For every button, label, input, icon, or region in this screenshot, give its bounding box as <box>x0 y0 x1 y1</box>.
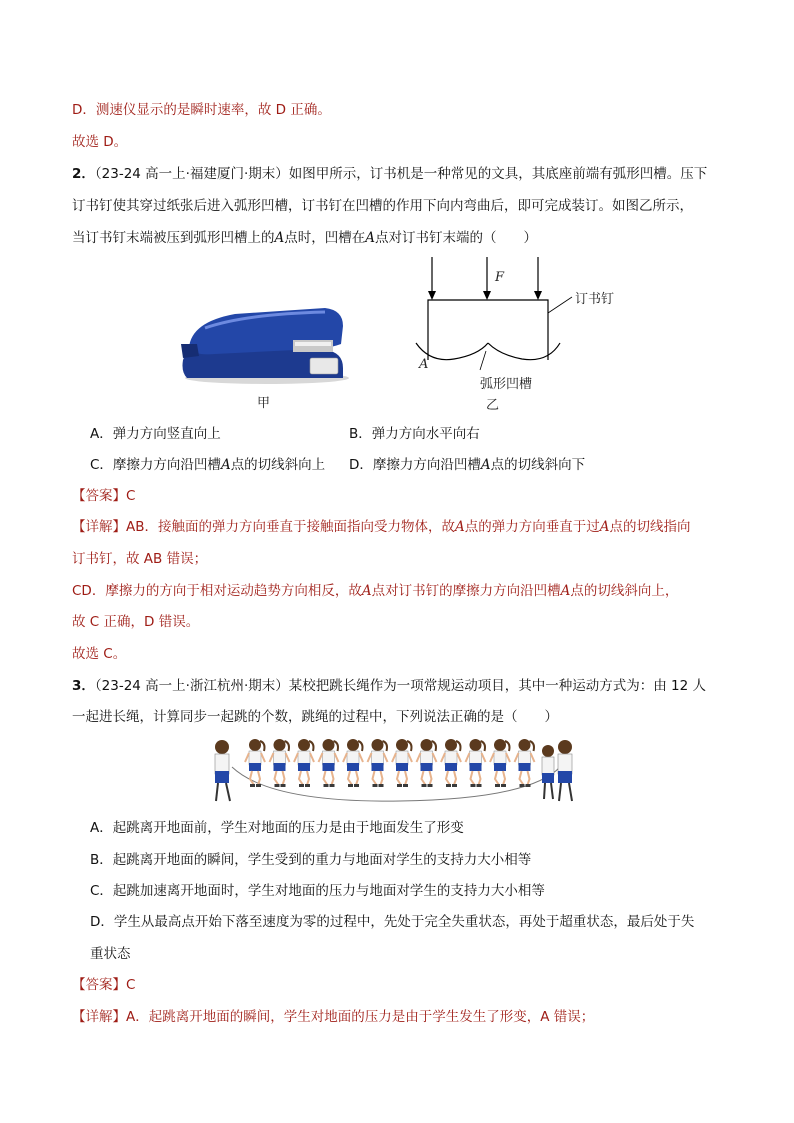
jumping-student <box>515 739 535 787</box>
q3-stem-line-1 <box>72 676 706 696</box>
q2-stem-text-3c: 点时，凹槽在 <box>284 230 366 246</box>
q2-detail-line-1 <box>72 517 691 537</box>
q2-stem-text-3a: 当订书钉末端被压到弧形凹槽上的 <box>72 230 275 246</box>
q2-stem-line-3 <box>72 228 537 248</box>
force-label-f: F <box>495 270 505 285</box>
q3-stem-line-2: 一起进长绳，计算同步一起跳的个数，跳绳的过程中，下列说法正确的是（ ） <box>72 709 558 725</box>
jumping-student <box>343 739 363 787</box>
q2-option-d-text-a: D．摩擦力方向沿凹槽 <box>349 457 481 473</box>
jumping-student <box>245 739 265 787</box>
q2-point-a: A <box>480 457 491 473</box>
q2-answer-line <box>72 486 135 506</box>
q2-option-c-text-a: C．摩擦力方向沿凹槽 <box>90 457 221 473</box>
point-a-label: A <box>419 357 429 372</box>
q3-option-d-line-2: 重状态 <box>90 946 131 962</box>
q2-point-a: A <box>560 583 571 599</box>
q2-stem-text-3e: 点对订书钉末端的（ ） <box>375 230 537 246</box>
jumping-student <box>392 739 412 787</box>
q3-answer-line <box>72 975 135 995</box>
q2-point-a: A <box>274 230 285 246</box>
detail-tag: 【详解】 <box>72 1009 126 1025</box>
q2-stem-line-2: 订书钉使其穿过纸张后进入弧形凹槽，订书钉在凹槽的作用下向内弯曲后，即可完成装订。如图乙所示， <box>72 198 693 214</box>
jumping-student <box>319 739 339 787</box>
q3-option-d-line-1: D．学生从最高点开始下落至速度为零的过程中，先处于完全失重状态，再处于超重状态，最后处于失 <box>90 914 695 930</box>
figure-yi-caption: 乙 <box>486 398 500 413</box>
q2-point-a: A <box>455 519 465 535</box>
q2-point-a: A <box>361 583 372 599</box>
jumping-student <box>417 739 437 787</box>
prev-answer-d-line: D．测速仪显示的是瞬时速率，故 D 正确。 <box>72 102 331 118</box>
q2-stem-text-1: （23-24 高一上·福建厦门·期末）如图甲所示，订书机是一种常见的文具，其底座前端有弧形凹槽。压下 <box>94 166 708 182</box>
q2-detail-text-1c: 点的弹力方向垂直于过 <box>464 519 600 535</box>
prev-choose-line: 故选 D。 <box>72 134 128 150</box>
q2-option-c-text-c: 点的切线斜向上 <box>230 457 326 473</box>
q2-point-a: A <box>220 457 231 473</box>
answer-tag: 【答案】 <box>72 977 126 993</box>
q2-option-b: B．弹力方向水平向右 <box>349 426 480 442</box>
jumping-student <box>441 739 461 787</box>
q2-detail-text-3a: CD．摩擦力的方向于相对运动趋势方向相反，故 <box>72 583 362 599</box>
q3-detail-line-1 <box>72 1007 594 1027</box>
jump-rope-illustration <box>210 735 585 807</box>
q2-option-c <box>90 455 325 475</box>
jumping-student <box>466 739 486 787</box>
figure-jia-caption: 甲 <box>257 396 271 411</box>
q3-answer-value: C <box>126 977 136 993</box>
jumping-student <box>368 739 388 787</box>
q2-option-d <box>349 455 585 475</box>
q2-detail-text-1e: 点的切线指向 <box>609 519 691 535</box>
q2-answer-value: C <box>126 488 136 504</box>
q3-option-c: C．起跳加速离开地面时，学生对地面的压力与地面对学生的支持力大小相等 <box>90 883 545 899</box>
q3-option-b: B．起跳离开地面的瞬间，学生受到的重力与地面对学生的支持力大小相等 <box>90 852 532 868</box>
staple-label: 订书钉 <box>575 292 615 307</box>
q3-stem-text-1: （23-24 高一上·浙江杭州·期末）某校把跳长绳作为一项常规运动项目，其中一种运动方式为：由 12 人 <box>94 678 707 694</box>
q2-number: 2． <box>72 166 95 182</box>
groove-label: 弧形凹槽 <box>480 377 533 392</box>
q2-stem-line-1 <box>72 164 707 184</box>
q2-detail-text-1a: AB．接触面的弹力方向垂直于接触面指向受力物体，故 <box>126 519 455 535</box>
jumping-student <box>270 739 290 787</box>
q2-choose-line: 故选 C。 <box>72 646 127 662</box>
q2-detail-text-3e: 点的切线斜向上， <box>570 583 679 599</box>
q3-number: 3． <box>72 678 95 694</box>
q2-detail-text-3c: 点对订书钉的摩擦力方向沿凹槽 <box>371 583 561 599</box>
q2-detail-line-4: 故 C 正确，D 错误。 <box>72 614 200 630</box>
jumping-student <box>294 739 314 787</box>
q2-detail-line-3 <box>72 581 678 601</box>
stapler-figure <box>175 300 350 390</box>
detail-tag: 【详解】 <box>72 519 126 535</box>
q3-option-a: A．起跳离开地面前，学生对地面的压力是由于地面发生了形变 <box>90 820 464 836</box>
q2-option-a: A．弹力方向竖直向上 <box>90 426 221 442</box>
answer-tag: 【答案】 <box>72 488 126 504</box>
q2-point-a: A <box>599 519 610 535</box>
q2-point-a: A <box>365 230 375 246</box>
q3-detail-text-1: A．起跳离开地面的瞬间，学生对地面的压力是由于学生发生了形变，A 错误； <box>126 1009 595 1025</box>
q2-option-d-text-c: 点的切线斜向下 <box>490 457 586 473</box>
q2-detail-line-2: 订书钉，故 AB 错误； <box>72 551 208 567</box>
jumping-student <box>490 739 510 787</box>
